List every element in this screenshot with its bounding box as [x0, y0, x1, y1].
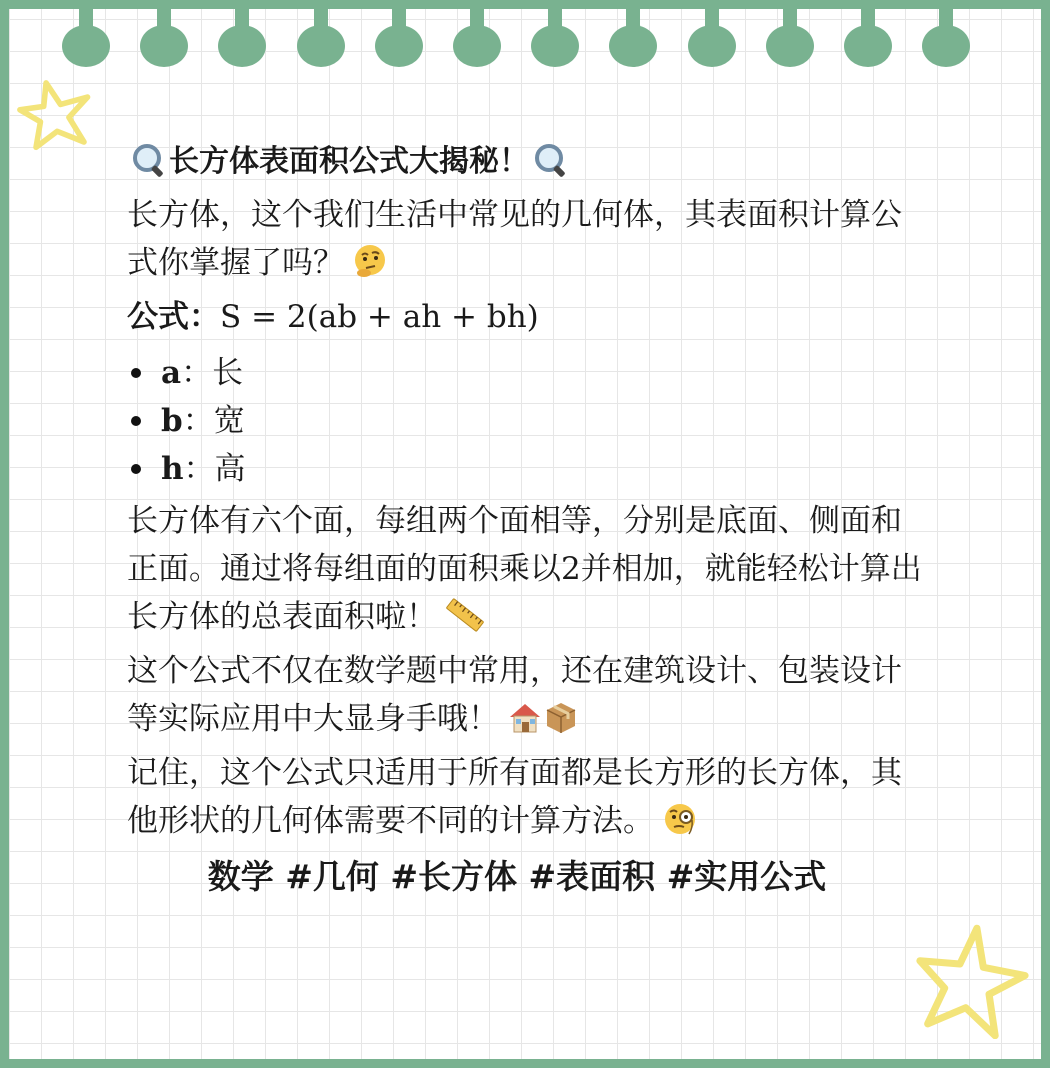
article [127, 135, 927, 903]
binder-rings [9, 9, 1041, 79]
variable-meaning: 宽 [213, 403, 245, 439]
bullet [131, 416, 141, 426]
variable-symbol: b [161, 403, 183, 439]
separator: ： [181, 355, 213, 391]
variable-meaning: 长 [212, 355, 244, 391]
variable-list [127, 349, 927, 493]
package-icon [543, 699, 579, 735]
star-icon [17, 75, 97, 155]
intro-text: 长方体，这个我们生活中常见的几何体，其表面积计算公式你掌握了吗？ [127, 197, 902, 281]
ruler-icon [445, 597, 485, 633]
list-item [127, 445, 927, 493]
formula-expression: S = 2(ab + ah + bh) [220, 299, 539, 335]
monocle-face-icon [662, 801, 698, 837]
note-text: 记住，这个公式只适用于所有面都是长方形的长方体，其他形状的几何体需要不同的计算方法。 [127, 755, 902, 839]
explanation-paragraph [127, 497, 927, 641]
star-icon [913, 921, 1031, 1039]
list-item [127, 349, 927, 397]
application-text: 这个公式不仅在数学题中常用，还在建筑设计、包装设计等实际应用中大显身手哦！ [127, 653, 902, 737]
explanation-text: 长方体有六个面，每组两个面相等，分别是底面、侧面和正面。通过将每组面的面积乘以2并相加，就能轻松计算出长方体的总表面积啦！ [127, 503, 922, 635]
variable-symbol: a [161, 355, 182, 391]
house-icon [507, 699, 543, 735]
magnifier-icon [131, 142, 165, 176]
variable-meaning: 高 [214, 451, 246, 487]
separator: ： [183, 451, 215, 487]
bullet [131, 368, 141, 378]
thinking-face-icon [352, 243, 388, 279]
application-paragraph [127, 647, 927, 743]
list-item [127, 397, 927, 445]
separator: ： [182, 403, 214, 439]
bullet [131, 464, 141, 474]
note-paragraph [127, 749, 927, 845]
intro-paragraph [127, 191, 927, 287]
title-text: 长方体表面积公式大揭秘！ [169, 144, 529, 179]
formula-label: 公式： [127, 299, 220, 335]
formula-line [127, 293, 927, 341]
variable-symbol: h [161, 451, 184, 487]
notebook-page [9, 9, 1041, 1059]
magnifier-icon [533, 142, 567, 176]
page-title [127, 135, 927, 189]
hashtags: 数学 #几何 #长方体 #表面积 #实用公式 [207, 857, 827, 896]
